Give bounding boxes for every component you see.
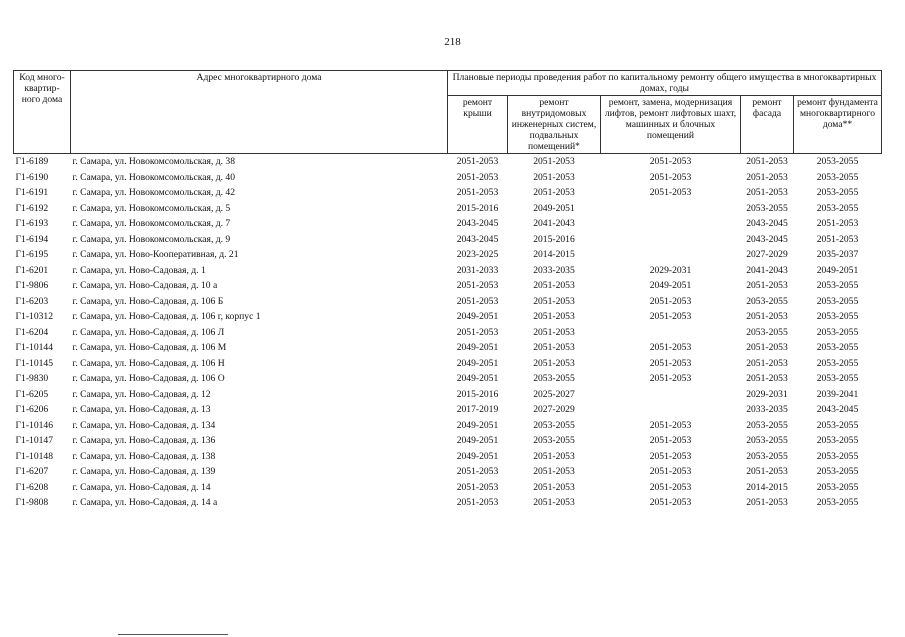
cell-facade: 2043-2045 xyxy=(746,233,788,245)
cell-systems: 2051-2053 xyxy=(533,466,575,478)
cell-elevators xyxy=(601,247,741,263)
table-row xyxy=(14,294,882,310)
cell-elevators: 2051-2053 xyxy=(649,435,692,447)
cell-foundation: 2043-2045 xyxy=(816,404,859,416)
cell-elevators: 2051-2053 xyxy=(649,295,692,307)
cell-roof: 2051-2053 xyxy=(456,280,499,292)
cell-systems: 2025-2027 xyxy=(533,388,575,400)
cell-systems: 2049-2051 xyxy=(533,202,575,214)
cell-systems: 2051-2053 xyxy=(533,357,575,369)
cell-elevators xyxy=(601,216,741,232)
cell-code: Г1-6204 xyxy=(15,326,49,338)
cell-roof: 2049-2051 xyxy=(456,435,499,447)
cell-address: г. Самара, ул. Новокомсомольская, д. 42 xyxy=(72,187,236,199)
header-code: Код много-квартир-ного дома xyxy=(14,71,71,154)
cell-foundation: 2053-2055 xyxy=(816,187,859,199)
cell-address: г. Самара, ул. Ново-Садовая, д. 14 а xyxy=(72,497,218,509)
header-systems: ремонт внутридомовых инженерных систем, подвальных помещений* xyxy=(508,96,601,154)
cell-address: г. Самара, ул. Ново-Садовая, д. 106 Б xyxy=(72,295,224,307)
cell-facade: 2051-2053 xyxy=(746,187,788,199)
cell-roof: 2023-2025 xyxy=(456,249,499,261)
cell-foundation: 2053-2055 xyxy=(816,373,859,385)
table-row xyxy=(14,309,882,325)
cell-code: Г1-6193 xyxy=(15,218,49,230)
cell-code: Г1-6207 xyxy=(15,466,49,478)
table-row xyxy=(14,278,882,294)
table-row xyxy=(14,185,882,201)
cell-address: г. Самара, ул. Ново-Садовая, д. 13 xyxy=(72,404,211,416)
cell-roof: 2051-2053 xyxy=(456,295,499,307)
cell-facade: 2051-2053 xyxy=(746,342,788,354)
cell-address: г. Самара, ул. Ново-Садовая, д. 106 г, корпус 1 xyxy=(72,311,261,323)
cell-systems: 2051-2053 xyxy=(533,326,575,338)
cell-systems: 2015-2016 xyxy=(533,233,575,245)
cell-elevators: 2051-2053 xyxy=(649,450,692,462)
header-foundation: ремонт фундамента многоквартирного дома** xyxy=(794,96,882,154)
cell-foundation: 2039-2041 xyxy=(816,388,859,400)
cell-address: г. Самара, ул. Ново-Садовая, д. 136 xyxy=(72,435,216,447)
footnote-divider xyxy=(118,634,228,635)
cell-foundation: 2051-2053 xyxy=(816,218,859,230)
table-row xyxy=(14,201,882,217)
cell-facade: 2053-2055 xyxy=(746,435,788,447)
table-row xyxy=(14,247,882,263)
cell-code: Г1-6201 xyxy=(15,264,49,276)
cell-address: г. Самара, ул. Новокомсомольская, д. 7 xyxy=(72,218,231,230)
cell-code: Г1-9808 xyxy=(15,497,49,509)
cell-code: Г1-6194 xyxy=(15,233,49,245)
table-row xyxy=(14,325,882,341)
cell-systems: 2051-2053 xyxy=(533,497,575,509)
cell-roof: 2031-2033 xyxy=(456,264,499,276)
cell-code: Г1-6189 xyxy=(15,156,49,168)
table-row xyxy=(14,340,882,356)
cell-facade: 2051-2053 xyxy=(746,171,788,183)
cell-systems: 2051-2053 xyxy=(533,481,575,493)
cell-code: Г1-10146 xyxy=(15,419,54,431)
cell-elevators: 2051-2053 xyxy=(649,357,692,369)
cell-code: Г1-6208 xyxy=(15,481,49,493)
cell-elevators: 2051-2053 xyxy=(649,187,692,199)
table-row xyxy=(14,170,882,186)
cell-elevators: 2051-2053 xyxy=(649,481,692,493)
cell-facade: 2051-2053 xyxy=(746,311,788,323)
cell-foundation: 2053-2055 xyxy=(816,342,859,354)
cell-foundation: 2053-2055 xyxy=(816,419,859,431)
cell-elevators xyxy=(601,201,741,217)
cell-roof: 2015-2016 xyxy=(456,202,499,214)
table-row xyxy=(14,433,882,449)
cell-foundation: 2053-2055 xyxy=(816,435,859,447)
cell-code: Г1-10147 xyxy=(15,435,54,447)
cell-elevators xyxy=(601,387,741,403)
header-periods: Плановые периоды проведения работ по капитальному ремонту общего имущества в многоквартирных домах, годы xyxy=(448,71,882,96)
cell-foundation: 2053-2055 xyxy=(816,466,859,478)
cell-roof: 2049-2051 xyxy=(456,311,499,323)
cell-roof: 2043-2045 xyxy=(456,218,499,230)
cell-foundation: 2053-2055 xyxy=(816,156,859,168)
cell-facade: 2051-2053 xyxy=(746,357,788,369)
table-row xyxy=(14,480,882,496)
cell-elevators: 2029-2031 xyxy=(649,264,692,276)
cell-roof: 2051-2053 xyxy=(456,156,499,168)
cell-facade: 2053-2055 xyxy=(746,295,788,307)
cell-address: г. Самара, ул. Новокомсомольская, д. 40 xyxy=(72,171,236,183)
cell-foundation: 2053-2055 xyxy=(816,311,859,323)
cell-roof: 2015-2016 xyxy=(456,388,499,400)
cell-elevators: 2051-2053 xyxy=(649,466,692,478)
table-row xyxy=(14,232,882,248)
table-row xyxy=(14,371,882,387)
cell-foundation: 2053-2055 xyxy=(816,497,859,509)
cell-systems: 2051-2053 xyxy=(533,187,575,199)
cell-foundation: 2053-2055 xyxy=(816,280,859,292)
table-row xyxy=(14,387,882,403)
cell-roof: 2051-2053 xyxy=(456,187,499,199)
cell-roof: 2051-2053 xyxy=(456,481,499,493)
header-roof: ремонт крыши xyxy=(448,96,508,154)
cell-address: г. Самара, ул. Ново-Садовая, д. 14 xyxy=(72,481,211,493)
cell-code: Г1-10312 xyxy=(15,311,54,323)
cell-foundation: 2049-2051 xyxy=(816,264,859,276)
cell-address: г. Самара, ул. Ново-Садовая, д. 106 М xyxy=(72,342,227,354)
cell-code: Г1-9830 xyxy=(15,373,49,385)
cell-systems: 2051-2053 xyxy=(533,280,575,292)
header-facade: ремонт фасада xyxy=(741,96,794,154)
cell-systems: 2053-2055 xyxy=(533,435,575,447)
cell-elevators: 2051-2053 xyxy=(649,156,692,168)
header-row-top xyxy=(14,71,882,96)
cell-address: г. Самара, ул. Ново-Садовая, д. 12 xyxy=(72,388,211,400)
cell-facade: 2053-2055 xyxy=(746,450,788,462)
cell-systems: 2027-2029 xyxy=(533,404,575,416)
cell-code: Г1-6195 xyxy=(15,249,49,261)
cell-code: Г1-10144 xyxy=(15,342,54,354)
table-row xyxy=(14,356,882,372)
cell-foundation: 2051-2053 xyxy=(816,233,859,245)
table-row xyxy=(14,449,882,465)
cell-roof: 2049-2051 xyxy=(456,373,499,385)
cell-systems: 2051-2053 xyxy=(533,295,575,307)
cell-systems: 2051-2053 xyxy=(533,171,575,183)
table-row xyxy=(14,154,882,170)
cell-elevators xyxy=(601,232,741,248)
cell-facade: 2033-2035 xyxy=(746,404,788,416)
cell-roof: 2049-2051 xyxy=(456,357,499,369)
cell-foundation: 2053-2055 xyxy=(816,326,859,338)
cell-facade: 2051-2053 xyxy=(746,156,788,168)
cell-facade: 2041-2043 xyxy=(746,264,788,276)
cell-facade: 2053-2055 xyxy=(746,202,788,214)
table-row xyxy=(14,402,882,418)
cell-code: Г1-6190 xyxy=(15,171,49,183)
cell-foundation: 2053-2055 xyxy=(816,450,859,462)
cell-code: Г1-9806 xyxy=(15,280,49,292)
table-row xyxy=(14,418,882,434)
header-elevators: ремонт, замена, модернизация лифтов, ремонт лифтовых шахт, машинных и блочных помещений xyxy=(601,96,741,154)
cell-elevators xyxy=(601,325,741,341)
cell-code: Г1-10145 xyxy=(15,357,54,369)
cell-roof: 2051-2053 xyxy=(456,326,499,338)
cell-roof: 2043-2045 xyxy=(456,233,499,245)
cell-address: г. Самара, ул. Ново-Садовая, д. 1 xyxy=(72,264,206,276)
cell-facade: 2051-2053 xyxy=(746,373,788,385)
cell-foundation: 2053-2055 xyxy=(816,295,859,307)
cell-address: г. Самара, ул. Новокомсомольская, д. 5 xyxy=(72,202,231,214)
cell-elevators xyxy=(601,402,741,418)
cell-elevators: 2051-2053 xyxy=(649,419,692,431)
cell-roof: 2049-2051 xyxy=(456,419,499,431)
cell-systems: 2051-2053 xyxy=(533,156,575,168)
cell-systems: 2053-2055 xyxy=(533,373,575,385)
table-row xyxy=(14,464,882,480)
cell-elevators: 2051-2053 xyxy=(649,311,692,323)
cell-address: г. Самара, ул. Ново-Кооперативная, д. 21 xyxy=(72,249,239,261)
page-number: 218 xyxy=(444,36,461,48)
cell-foundation: 2053-2055 xyxy=(816,171,859,183)
cell-facade: 2051-2053 xyxy=(746,280,788,292)
cell-address: г. Самара, ул. Ново-Садовая, д. 106 Н xyxy=(72,357,225,369)
cell-foundation: 2035-2037 xyxy=(816,249,859,261)
cell-elevators: 2051-2053 xyxy=(649,171,692,183)
cell-elevators: 2051-2053 xyxy=(649,342,692,354)
cell-elevators: 2051-2053 xyxy=(649,497,692,509)
cell-code: Г1-6203 xyxy=(15,295,49,307)
cell-systems: 2053-2055 xyxy=(533,419,575,431)
cell-elevators: 2049-2051 xyxy=(649,280,692,292)
cell-foundation: 2053-2055 xyxy=(816,357,859,369)
cell-facade: 2014-2015 xyxy=(746,481,788,493)
cell-address: г. Самара, ул. Ново-Садовая, д. 106 О xyxy=(72,373,225,385)
table-row xyxy=(14,495,882,511)
cell-code: Г1-6206 xyxy=(15,404,49,416)
header-address: Адрес многоквартирного дома xyxy=(71,71,448,154)
cell-facade: 2053-2055 xyxy=(746,419,788,431)
cell-address: г. Самара, ул. Ново-Садовая, д. 138 xyxy=(72,450,216,462)
cell-code: Г1-6205 xyxy=(15,388,49,400)
cell-address: г. Самара, ул. Новокомсомольская, д. 9 xyxy=(72,233,231,245)
cell-systems: 2051-2053 xyxy=(533,311,575,323)
cell-code: Г1-6192 xyxy=(15,202,49,214)
cell-systems: 2014-2015 xyxy=(533,249,575,261)
cell-facade: 2043-2045 xyxy=(746,218,788,230)
cell-systems: 2051-2053 xyxy=(533,450,575,462)
cell-foundation: 2053-2055 xyxy=(816,481,859,493)
cell-facade: 2027-2029 xyxy=(746,249,788,261)
cell-roof: 2049-2051 xyxy=(456,342,499,354)
table-body xyxy=(14,154,882,511)
cell-facade: 2053-2055 xyxy=(746,326,788,338)
cell-systems: 2051-2053 xyxy=(533,342,575,354)
cell-systems: 2033-2035 xyxy=(533,264,575,276)
cell-systems: 2041-2043 xyxy=(533,218,575,230)
cell-address: г. Самара, ул. Ново-Садовая, д. 106 Л xyxy=(72,326,225,338)
cell-code: Г1-6191 xyxy=(15,187,49,199)
cell-roof: 2049-2051 xyxy=(456,450,499,462)
table-row xyxy=(14,263,882,279)
cell-address: г. Самара, ул. Ново-Садовая, д. 139 xyxy=(72,466,216,478)
cell-code: Г1-10148 xyxy=(15,450,54,462)
cell-roof: 2051-2053 xyxy=(456,171,499,183)
cell-roof: 2051-2053 xyxy=(456,466,499,478)
table-row xyxy=(14,216,882,232)
capital-repair-table xyxy=(13,70,882,511)
cell-address: г. Самара, ул. Ново-Садовая, д. 134 xyxy=(72,419,216,431)
cell-elevators: 2051-2053 xyxy=(649,373,692,385)
cell-foundation: 2053-2055 xyxy=(816,202,859,214)
cell-address: г. Самара, ул. Ново-Садовая, д. 10 а xyxy=(72,280,218,292)
cell-roof: 2051-2053 xyxy=(456,497,499,509)
cell-facade: 2051-2053 xyxy=(746,497,788,509)
cell-roof: 2017-2019 xyxy=(456,404,499,416)
cell-address: г. Самара, ул. Новокомсомольская, д. 38 xyxy=(72,156,236,168)
cell-facade: 2051-2053 xyxy=(746,466,788,478)
cell-facade: 2029-2031 xyxy=(746,388,788,400)
